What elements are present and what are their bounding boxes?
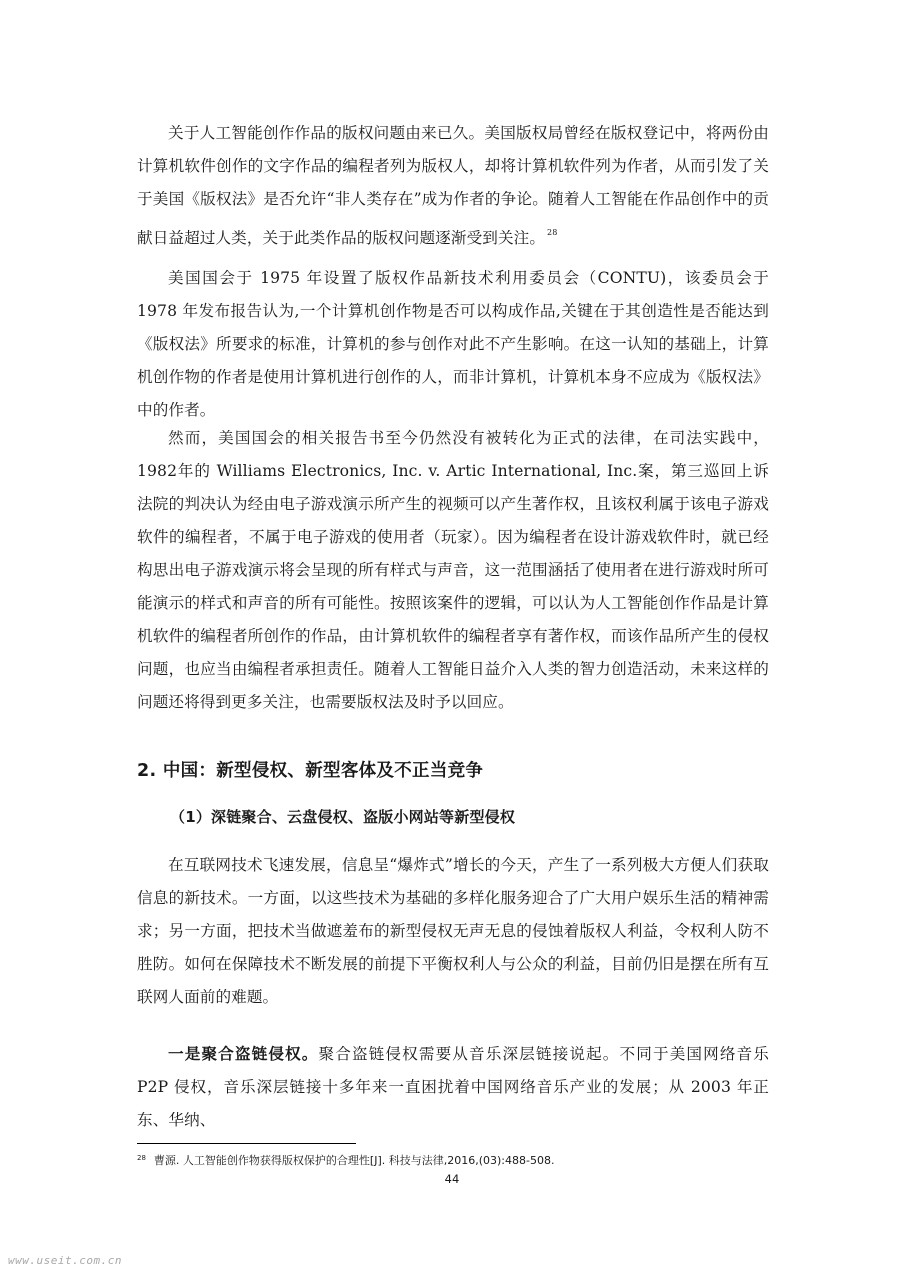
paragraph-text: 聚合盗链侵权需要从音乐深层链接说起。不同于美国网络音乐 P2P 侵权，音乐深层链接十多年来一直困扰着中国网络音乐产业的发展；从 2003 年正东、华纳、 xyxy=(137,1045,770,1129)
footnote-reference[interactable]: 28 xyxy=(547,228,558,237)
section-heading: 2. 中国：新型侵权、新型客体及不正当竞争 xyxy=(137,761,484,781)
page-number: 44 xyxy=(444,1172,460,1186)
paragraph-williams-case xyxy=(137,422,769,719)
footnote-text: 曹源. 人工智能创作物获得版权保护的合理性[J]. 科技与法律,2016,(03):488-508. xyxy=(153,1154,555,1167)
bold-lead-text: 一是聚合盗链侵权。 xyxy=(168,1045,319,1063)
footnote xyxy=(137,1152,554,1168)
paragraph-aggregation-link xyxy=(137,1038,769,1137)
paragraph-contu-report xyxy=(137,262,769,427)
paragraph-text: 美国国会于 1975 年设置了版权作品新技术利用委员会（CONTU)，该委员会于 1978 年发布报告认为,一个计算机创作物是否可以构成作品,关键在于其创造性是否能达到《版权法》所要求的标准，计算机的参与创作对此不产生影响。在这一认知的基础上，计算机创作物的作者是使用计算机进行创作的人，而非计算机，计算机本身不应成为《版权法》中的作者。 xyxy=(137,269,769,419)
paragraph-ai-copyright-history xyxy=(137,117,769,255)
footnote-divider xyxy=(137,1143,356,1144)
subsection-heading: （1）深链聚合、云盘侵权、盗版小网站等新型侵权 xyxy=(170,808,516,826)
paragraph-internet-technology xyxy=(137,849,769,1014)
paragraph-text: 关于人工智能创作作品的版权问题由来已久。美国版权局曾经在版权登记中，将两份由计算机软件创作的文字作品的编程者列为版权人，却将计算机软件列为作者，从而引发了关于美国《版权法》是否允许“非人类存在”成为作者的争论。随着人工智能在作品创作中的贡献日益超过人类，关于此类作品的版权问题逐渐受到关注。 xyxy=(137,124,769,247)
footnote-number: 28 xyxy=(137,1154,146,1162)
watermark: www.useit.com.cn xyxy=(8,1254,122,1267)
paragraph-text: 在互联网技术飞速发展，信息呈“爆炸式”增长的今天，产生了一系列极大方便人们获取信息的新技术。一方面，以这些技术为基础的多样化服务迎合了广大用户娱乐生活的精神需求；另一方面，把技术当做遮羞布的新型侵权无声无息的侵蚀着版权人利益，令权利人防不胜防。如何在保障技术不断发展的前提下平衡权利人与公众的利益，目前仍旧是摆在所有互联网人面前的难题。 xyxy=(137,856,769,1006)
paragraph-text: 然而，美国国会的相关报告书至今仍然没有被转化为正式的法律，在司法实践中，1982年的 Williams Electronics, Inc. v. Artic International, Inc.案，第三巡回上诉法院的判决认为经由电子游戏演示所产生的视频可以产生著作权，且该权利属于该电子游戏软件的编程者，不属于电子游戏的使用者（玩家）。因为编程者在设计游戏软件时，就已经构思出电子游戏演示将会呈现的所有样式与声音，这一范围涵括了使用者在进行游戏时所可能演示的样式和声音的所有可能性。按照该案件的逻辑，可以认为人工智能创作作品是计算机软件的编程者所创作的作品，由计算机软件的编程者享有著作权，而该作品所产生的侵权问题，也应当由编程者承担责任。随着人工智能日益介入人类的智力创造活动，未来这样的问题还将得到更多关注，也需要版权法及时予以回应。 xyxy=(137,429,769,711)
